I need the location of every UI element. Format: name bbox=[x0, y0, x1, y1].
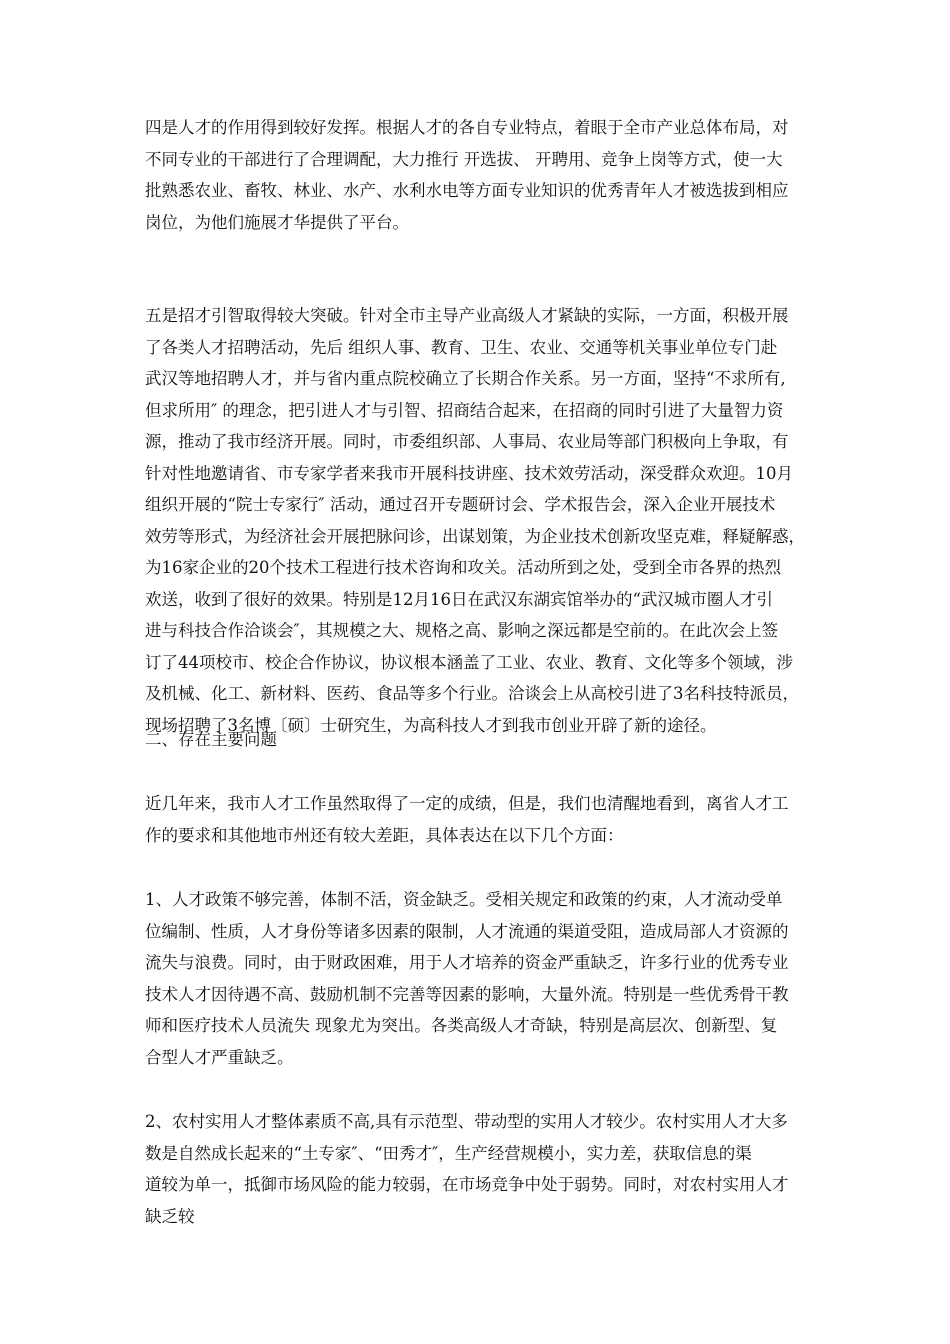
text-line: 订了44项校市、校企合作协议，协议根本涵盖了工业、农业、教育、文化等多个领域，涉 bbox=[145, 652, 793, 672]
paragraph-item-1 bbox=[145, 884, 789, 1073]
text-line: 五是招才引智取得较大突破。针对全市主导产业高级人才紧缺的实际，一方面，积极开展 bbox=[145, 306, 789, 325]
text-line: 缺乏较 bbox=[145, 1206, 195, 1226]
text-line: 及机械、化工、新材料、医药、食品等多个行业。洽谈会上从高校引进了3名科技特派员， bbox=[145, 684, 799, 703]
text-line: 流失与浪费。同时，由于财政困难，用于人才培养的资金严重缺乏，许多行业的优秀专业 bbox=[145, 953, 789, 972]
text-line: 不同专业的干部进行了合理调配，大力推行 开选拔、 开聘用、竞争上岗等方式，使一大 bbox=[145, 149, 783, 169]
text-line: 技术人才因待遇不高、鼓励机制不完善等因素的影响，大量外流。特别是一些优秀骨干教 bbox=[145, 984, 789, 1004]
text-line: 进与科技合作洽谈会″，其规模之大、规格之高、影响之深远都是空前的。在此次会上签 bbox=[145, 621, 779, 640]
text-line: 四是人才的作用得到较好发挥。根据人才的各自专业特点，着眼于全市产业总体布局，对 bbox=[145, 118, 789, 137]
text-line: 2、农村实用人才整体素质不高,具有示范型、带动型的实用人才较少。农村实用人才大多 bbox=[145, 1112, 788, 1131]
text-line: 源，推动了我市经济开展。同时，市委组织部、人事局、农业局等部门积极向上争取，有 bbox=[145, 432, 789, 451]
text-line: 合型人才严重缺乏。 bbox=[145, 1047, 294, 1067]
text-line: 针对性地邀请省、市专家学者来我市开展科技讲座、技术效劳活动，深受群众欢迎。10月 bbox=[145, 463, 793, 483]
text-line: 作的要求和其他地市州还有较大差距，具体表达在以下几个方面： bbox=[145, 825, 624, 845]
text-line: 组织开展的“院士专家行″ 活动，通过召开专题研讨会、学术报告会，深入企业开展技术 bbox=[145, 495, 776, 514]
text-line: 师和医疗技术人员流失 现象尤为突出。各类高级人才奇缺，特别是高层次、创新型、复 bbox=[145, 1016, 778, 1035]
text-line: 现场招聘了3名博〔硕〕士研究生，为高科技人才到我市创业开辟了新的途径。 bbox=[145, 715, 717, 735]
paragraph-talent-role bbox=[145, 112, 789, 238]
paragraph-intro bbox=[145, 788, 789, 851]
paragraph-talent-recruitment bbox=[145, 300, 805, 741]
text-line: 但求所用″ 的理念，把引进人才与引智、招商结合起来，在招商的同时引进了大量智力资 bbox=[145, 400, 784, 420]
section-heading-text: 二、存在主要问题 bbox=[145, 730, 277, 749]
text-line: 效劳等形式，为经济社会开展把脉问诊，出谋划策，为企业技术创新攻坚克难，释疑解惑， bbox=[145, 526, 805, 546]
text-line: 了各类人才招聘活动，先后 组织人事、教育、卫生、农业、交通等机关事业单位专门赴 bbox=[145, 337, 778, 357]
section-heading bbox=[145, 724, 277, 756]
text-line: 近几年来，我市人才工作虽然取得了一定的成绩，但是，我们也清醒地看到，离省人才工 bbox=[145, 794, 789, 813]
text-line: 位编制、性质，人才身份等诸多因素的限制，人才流通的渠道受阻，造成局部人才资源的 bbox=[145, 921, 789, 941]
text-line: 1、人才政策不够完善，体制不活，资金缺乏。受相关规定和政策的约束，人才流动受单 bbox=[145, 890, 783, 909]
text-line: 道较为单一，抵御市场风险的能力较弱，在市场竞争中处于弱势。同时，对农村实用人才 bbox=[145, 1175, 789, 1194]
text-line: 批熟悉农业、畜牧、林业、水产、水利水电等方面专业知识的优秀青年人才被选拔到相应 bbox=[145, 181, 789, 200]
paragraph-item-2 bbox=[145, 1106, 789, 1232]
text-line: 岗位，为他们施展才华提供了平台。 bbox=[145, 212, 409, 232]
text-line: 武汉等地招聘人才，并与省内重点院校确立了长期合作关系。另一方面，坚持“不求所有, bbox=[145, 369, 786, 388]
text-line: 为16家企业的20个技术工程进行技术咨询和攻关。活动所到之处，受到全市各界的热烈 bbox=[145, 558, 781, 577]
text-line: 欢送，收到了很好的效果。特别是12月16日在武汉东湖宾馆举办的“武汉城市圈人才引 bbox=[145, 589, 773, 609]
text-line: 数是自然成长起来的“土专家″、“田秀才″，生产经营规模小，实力差，获取信息的渠 bbox=[145, 1143, 752, 1163]
